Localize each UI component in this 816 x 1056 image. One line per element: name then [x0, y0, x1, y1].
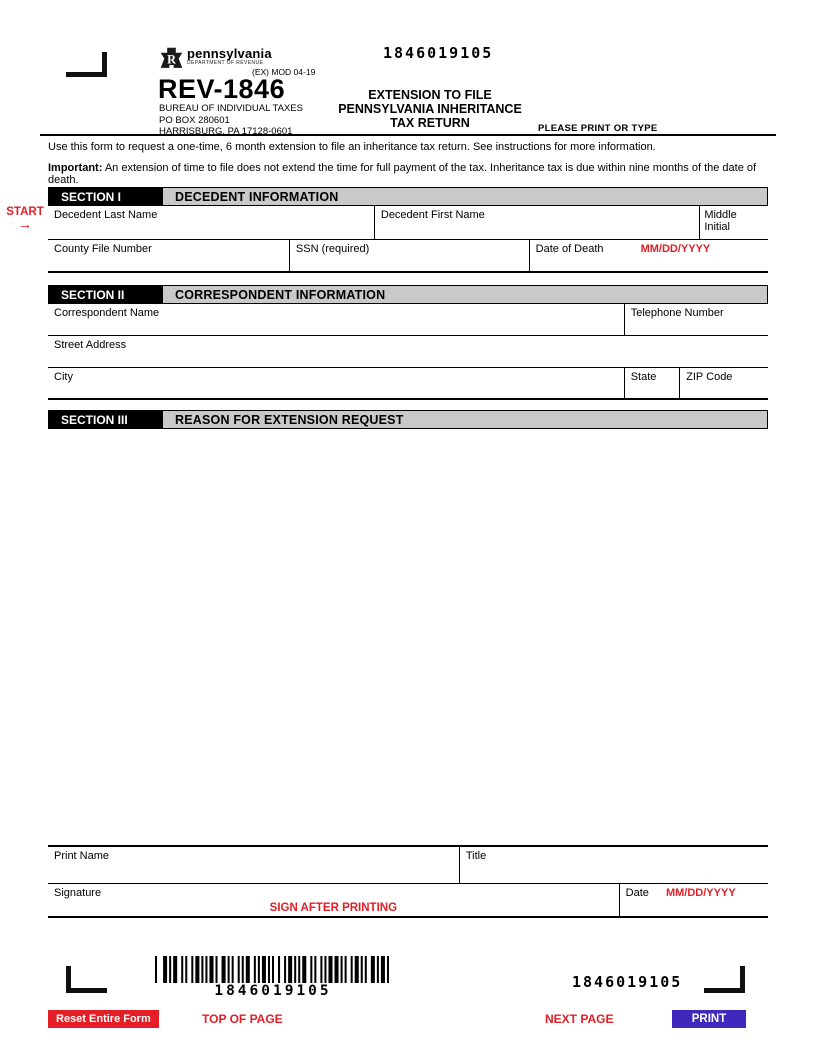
print-name-field[interactable] — [48, 847, 460, 883]
date-of-death-label: Date of Death — [535, 243, 604, 255]
print-name-label: Print Name — [54, 850, 110, 862]
date-field[interactable] — [620, 884, 768, 916]
date-label: Date — [625, 887, 649, 899]
section3-header-bar — [48, 410, 768, 429]
telephone-number-field[interactable] — [625, 304, 768, 335]
logo-department: DEPARTMENT OF REVENUE — [187, 60, 264, 66]
barcode-block — [155, 956, 391, 999]
date-of-death-format-hint: MM/DD/YYYY — [640, 243, 711, 255]
logo-text — [187, 47, 272, 66]
ssn-field[interactable] — [290, 240, 530, 271]
print-name-row — [48, 847, 768, 884]
signature-block — [48, 845, 768, 918]
section3-label: SECTION III — [49, 411, 163, 428]
county-file-number-field[interactable] — [48, 240, 290, 271]
telephone-number-label: Telephone Number — [630, 307, 724, 319]
top-of-page-link[interactable]: TOP OF PAGE — [202, 1012, 283, 1026]
date-of-death-field[interactable] — [530, 240, 768, 271]
important-note — [48, 162, 776, 186]
important-label: Important: — [48, 162, 103, 174]
section1-header-bar — [48, 187, 768, 206]
title-label: Title — [465, 850, 487, 862]
next-page-link[interactable]: NEXT PAGE — [545, 1012, 614, 1026]
sign-after-printing-note: SIGN AFTER PRINTING — [269, 902, 398, 914]
docket-number-bottom: 1846019105 — [572, 973, 683, 991]
registration-mark-bottom-right-icon — [704, 966, 745, 993]
form-title-line2: PENNSYLVANIA INHERITANCE — [338, 102, 522, 116]
section1-title: DECEDENT INFORMATION — [175, 189, 339, 204]
bureau-name: BUREAU OF INDIVIDUAL TAXES — [159, 103, 303, 114]
signature-row — [48, 884, 768, 918]
street-address-field[interactable] — [48, 336, 768, 367]
county-file-number-label: County File Number — [54, 243, 152, 255]
start-label: START — [6, 206, 44, 218]
title-field[interactable] — [460, 847, 768, 883]
barcode-icon — [155, 956, 391, 983]
decedent-first-name-field[interactable] — [375, 206, 700, 239]
mod-code: (EX) MOD 04-19 — [252, 67, 316, 77]
registration-mark-bottom-left-icon — [66, 966, 107, 993]
keystone-logo-icon — [160, 47, 183, 75]
street-address-row — [48, 336, 768, 368]
zip-code-field[interactable] — [680, 368, 768, 398]
correspondent-row — [48, 304, 768, 336]
date-format-hint: MM/DD/YYYY — [665, 887, 736, 899]
header-divider — [40, 134, 776, 136]
svg-text:R: R — [167, 52, 176, 67]
decedent-first-name-label: Decedent First Name — [380, 209, 485, 221]
bureau-address — [159, 103, 303, 138]
state-field[interactable] — [625, 368, 680, 398]
section3-title: REASON FOR EXTENSION REQUEST — [175, 412, 404, 427]
decedent-last-name-label: Decedent Last Name — [54, 209, 158, 221]
please-print-or-type-note: PLEASE PRINT OR TYPE — [538, 123, 658, 134]
po-box: PO BOX 280601 — [159, 114, 230, 126]
logo-state-name: pennsylvania — [187, 46, 272, 61]
instructions-text: Use this form to request a one-time, 6 month extension to file an inheritance tax return. See instructions for more information. — [48, 141, 656, 153]
city-field[interactable] — [48, 368, 625, 398]
section2-fields — [48, 304, 768, 400]
city-label: City — [54, 371, 73, 383]
form-title — [320, 88, 540, 130]
section2-title: CORRESPONDENT INFORMATION — [175, 287, 386, 302]
important-text: An extension of time to file does not extend the time for full payment of the tax. Inheritance tax is due within nine months of the date of death. — [48, 162, 757, 186]
start-arrow-icon: → — [17, 216, 33, 233]
section2-header-bar — [48, 285, 768, 304]
zip-code-label: ZIP Code — [686, 371, 733, 383]
street-address-label: Street Address — [54, 339, 127, 351]
registration-mark-top-left-icon — [66, 52, 107, 77]
section1-fields — [48, 206, 768, 273]
decedent-last-name-field[interactable] — [48, 206, 375, 239]
section1-label: SECTION I — [49, 188, 163, 205]
correspondent-name-field[interactable] — [48, 304, 625, 335]
middle-initial-field[interactable] — [700, 206, 768, 239]
signature-label: Signature — [54, 887, 102, 899]
docket-number-top: 1846019105 — [383, 44, 494, 62]
form-title-line1: EXTENSION TO FILE — [368, 88, 492, 102]
reset-entire-form-button[interactable]: Reset Entire Form — [48, 1010, 159, 1028]
decedent-name-row — [48, 206, 768, 240]
barcode-number: 1846019105 — [214, 983, 332, 999]
middle-initial-label: Middle Initial — [704, 209, 737, 233]
decedent-detail-row — [48, 240, 768, 273]
signature-field[interactable] — [48, 884, 620, 916]
print-button[interactable]: PRINT — [672, 1010, 746, 1028]
bureau-city-state-zip: HARRISBURG, PA 17128-0601 — [159, 126, 293, 137]
state-label: State — [630, 371, 657, 383]
city-state-zip-row — [48, 368, 768, 400]
form-title-line3: TAX RETURN — [390, 116, 470, 130]
section2-label: SECTION II — [49, 286, 163, 303]
correspondent-name-label: Correspondent Name — [54, 307, 160, 319]
form-number: REV-1846 — [158, 74, 286, 104]
reason-for-extension-textarea[interactable] — [48, 430, 768, 842]
start-marker — [6, 206, 44, 231]
ssn-label: SSN (required) — [295, 243, 370, 255]
